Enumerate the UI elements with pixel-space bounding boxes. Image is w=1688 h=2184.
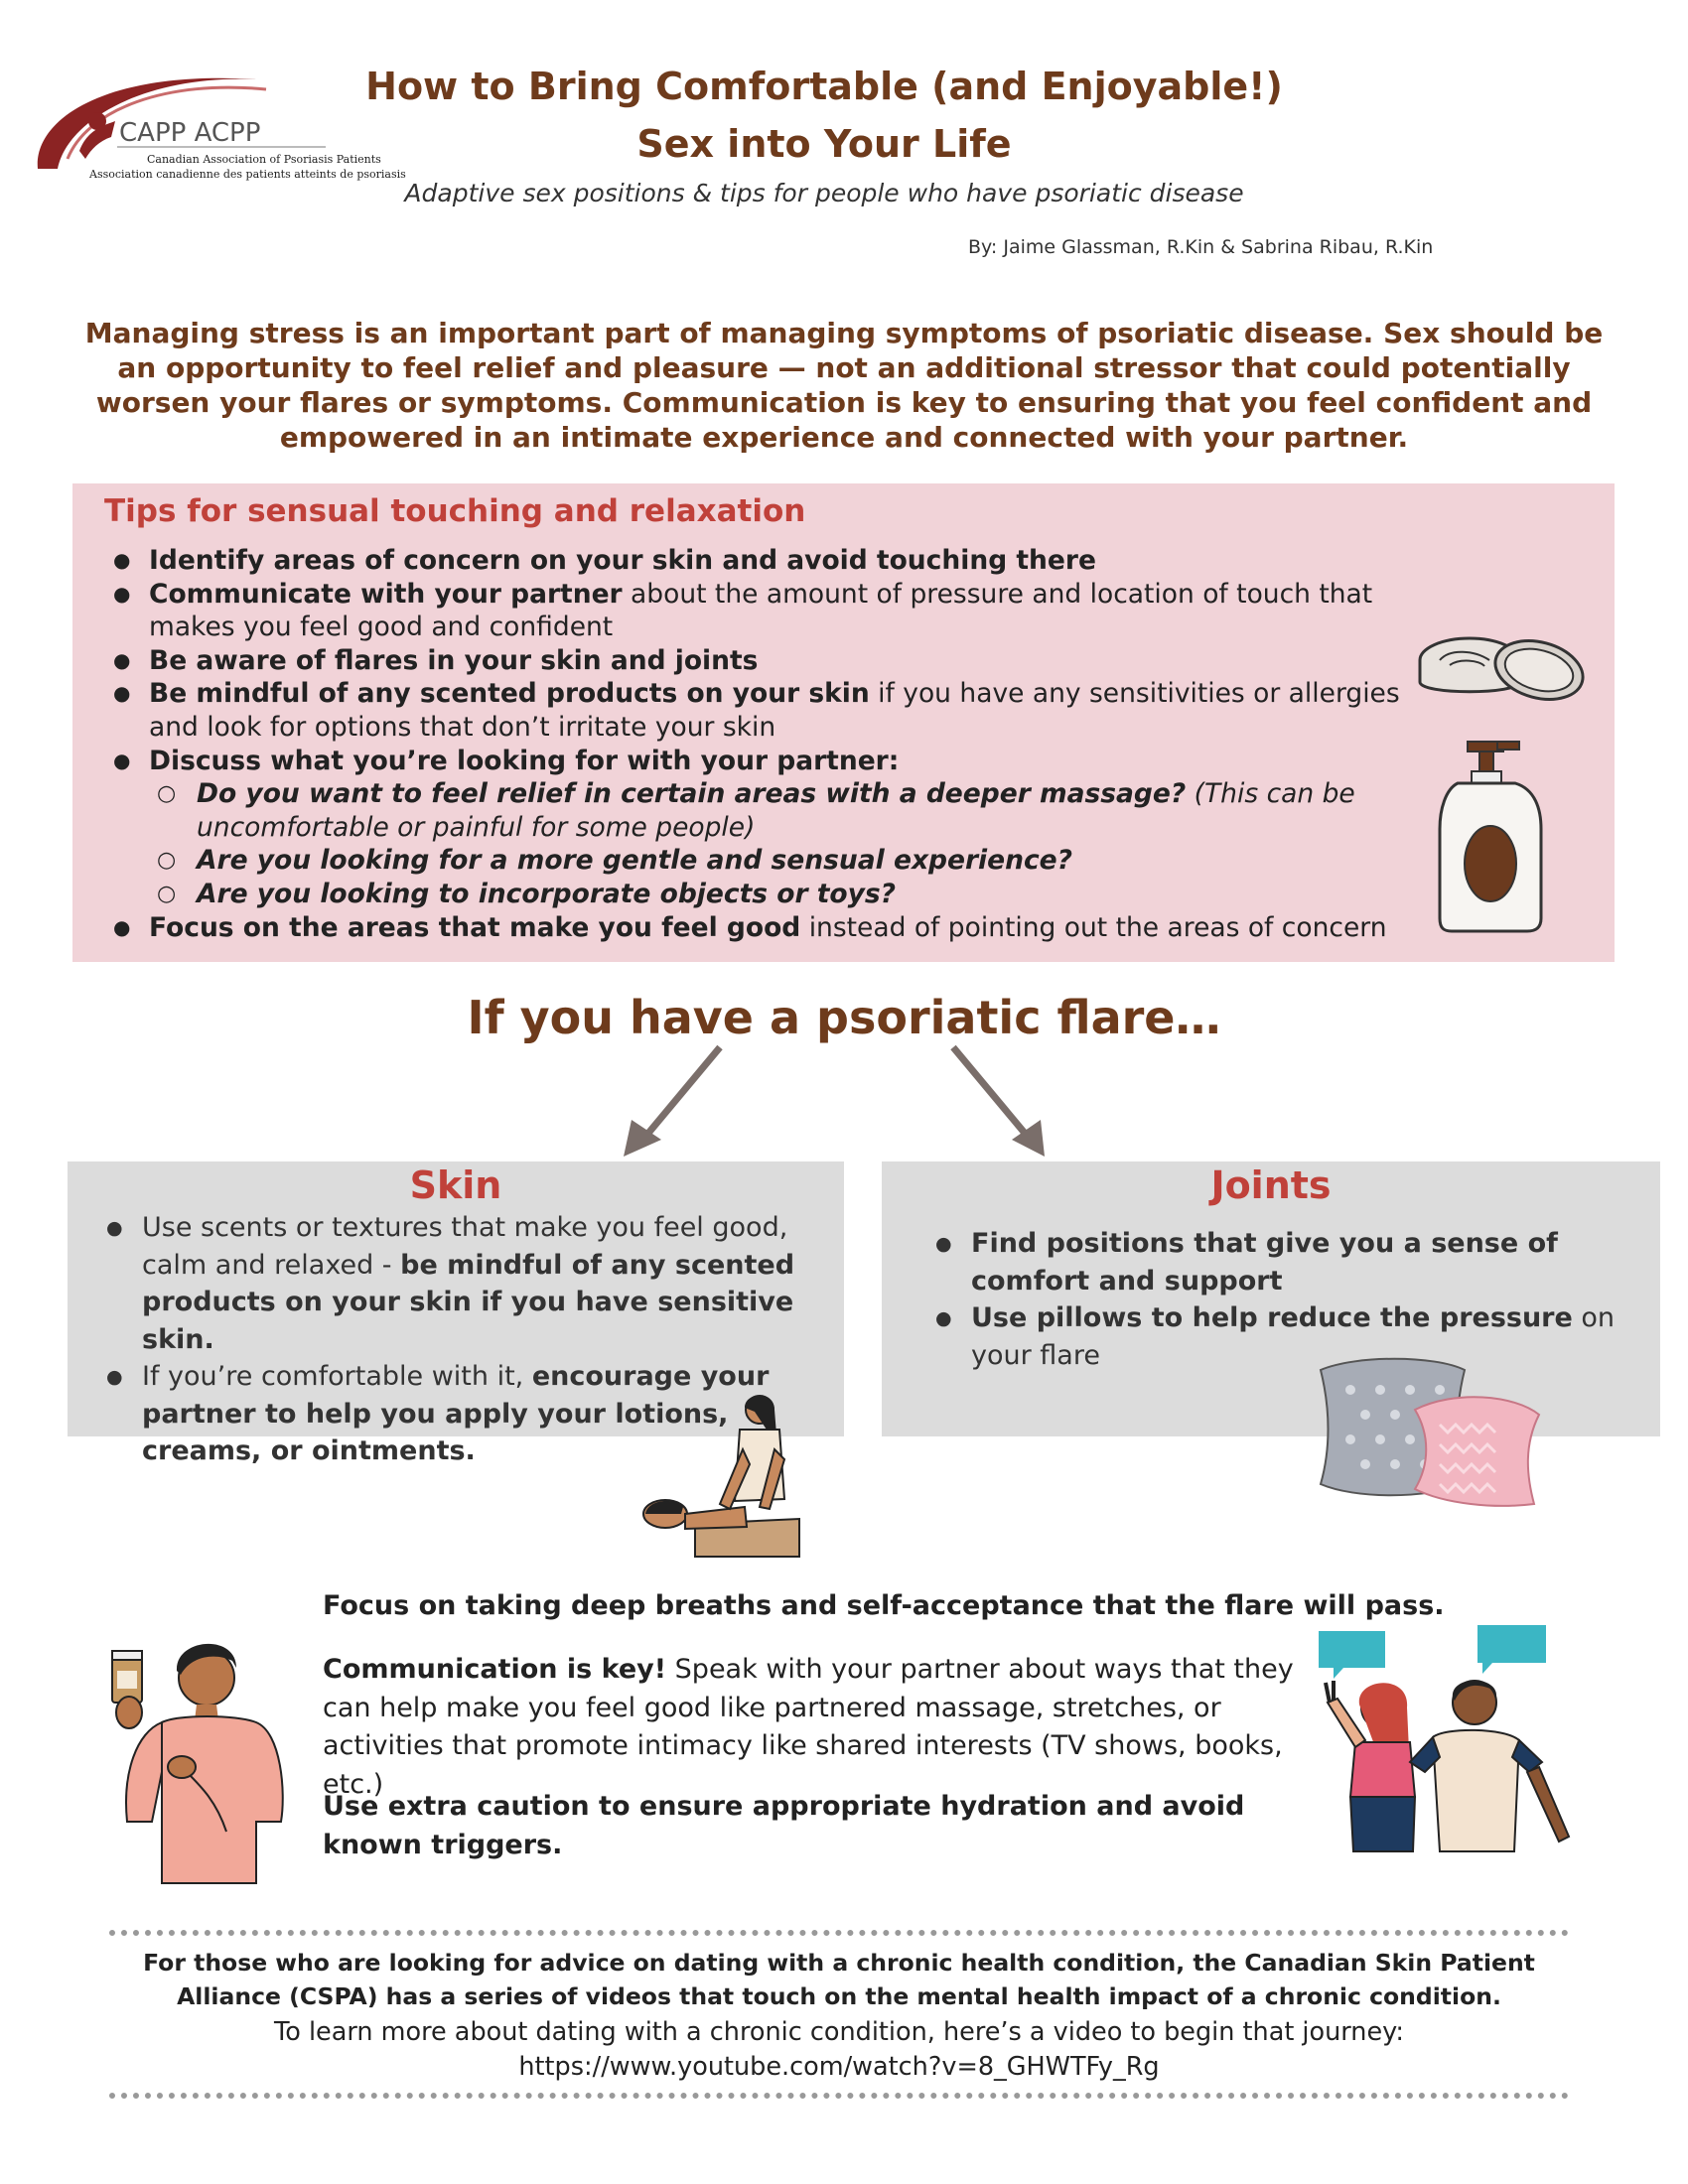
joints-item: ● Use pillows to help reduce the pressure on your flare — [933, 1299, 1628, 1374]
dotted-divider-bottom — [109, 2093, 1569, 2099]
logo-name: CAPP ACPP — [119, 118, 261, 148]
caution-text: Use extra caution to ensure appropriate hydration and avoid known triggers. — [323, 1791, 1245, 1860]
tips-list — [109, 544, 1430, 944]
focus-text: Focus on taking deep breaths and self-acceptance that the flare will pass. — [323, 1590, 1445, 1621]
tip-item: ● Focus on the areas that make you feel good instead of pointing out the areas of concern — [109, 911, 1430, 945]
page-title-line-1: How to Bring Comfortable (and Enjoyable!) — [365, 65, 1283, 108]
byline: By: Jaime Glassman, R.Kin & Sabrina Ribau, R.Kin — [968, 236, 1434, 258]
tip-item: ● Identify areas of concern on your skin and avoid touching there — [109, 544, 1430, 578]
massage-illustration — [635, 1390, 804, 1559]
tip-item: ● Communicate with your partner about the amount of pressure and location of touch that makes you feel good and confident — [109, 578, 1430, 644]
tip-item: ● Be mindful of any scented products on your skin if you have any sensitivities or allergies and look for options that don’t irritate your skin — [109, 677, 1430, 744]
logo-line-2: Association canadienne des patients atteints de psoriasis — [89, 168, 406, 181]
cream-jar-illustration — [1415, 620, 1589, 710]
skin-item: ● Use scents or textures that make you feel good, calm and relaxed - be mindful of any scented products on your skin if you have sensitive skin. — [104, 1209, 819, 1358]
skin-item: ● If you’re comfortable with it, encourage your partner to help you apply your lotions, creams, or ointments. — [104, 1358, 819, 1470]
tip-subitem: ○ Are you looking for a more gentle and sensual experience? — [109, 844, 1430, 878]
tip-item: ● Be aware of flares in your skin and joints — [109, 644, 1430, 678]
joints-title: Joints — [1210, 1163, 1332, 1207]
tip-item: ● Discuss what you’re looking for with your partner: — [109, 745, 1430, 778]
tips-title: Tips for sensual touching and relaxation — [104, 493, 806, 529]
man-with-pill-bottle-illustration — [107, 1623, 296, 1886]
couple-talking-illustration — [1316, 1623, 1584, 1856]
flare-heading: If you have a psoriatic flare… — [467, 991, 1221, 1044]
footer-video-intro: To learn more about dating with a chronic condition, here’s a video to begin that journey: — [274, 2017, 1404, 2047]
joints-item: ● Find positions that give you a sense of comfort and support — [933, 1225, 1628, 1299]
dotted-divider-top — [109, 1930, 1569, 1936]
branch-arrows — [616, 1042, 1072, 1161]
footer-video-text — [109, 2015, 1569, 2085]
skin-title: Skin — [409, 1163, 502, 1207]
lotion-bottle-illustration — [1438, 740, 1547, 933]
communication-text: Communication is key! Speak with your partner about ways that they can help make you feel good like partnered massage, stretches, or activities that promote intimacy like shared interests (TV shows, books, etc.) — [323, 1654, 1294, 1800]
pillows-illustration — [1316, 1350, 1544, 1509]
footer-cspa-text: For those who are looking for advice on dating with a chronic health condition, the Canadian Skin Patient Alliance (CSPA) has a series of videos that touch on the mental health impact of a chronic condition. — [143, 1949, 1535, 2010]
logo-line-1: Canadian Association of Psoriasis Patients — [147, 153, 381, 166]
tip-subitem: ○ Do you want to feel relief in certain areas with a deeper massage? (This can be uncomfortable or painful for some people) — [109, 777, 1430, 844]
intro-paragraph: Managing stress is an important part of managing symptoms of psoriatic disease. Sex should be an opportunity to feel relief and pleasure — not an additional stressor that could potentially worsen your flares or symptoms. Communication is key to ensuring that you feel confident and empowered in an intimate experience and connected with your partner. — [84, 317, 1604, 454]
tip-subitem: ○ Are you looking to incorporate objects or toys? — [109, 878, 1430, 911]
page-title-line-2: Sex into Your Life — [636, 122, 1012, 166]
footer-video-link[interactable]: https://www.youtube.com/watch?v=8_GHWTFy_Rg — [518, 2052, 1160, 2082]
page-subtitle: Adaptive sex positions & tips for people who have psoriatic disease — [404, 179, 1244, 207]
